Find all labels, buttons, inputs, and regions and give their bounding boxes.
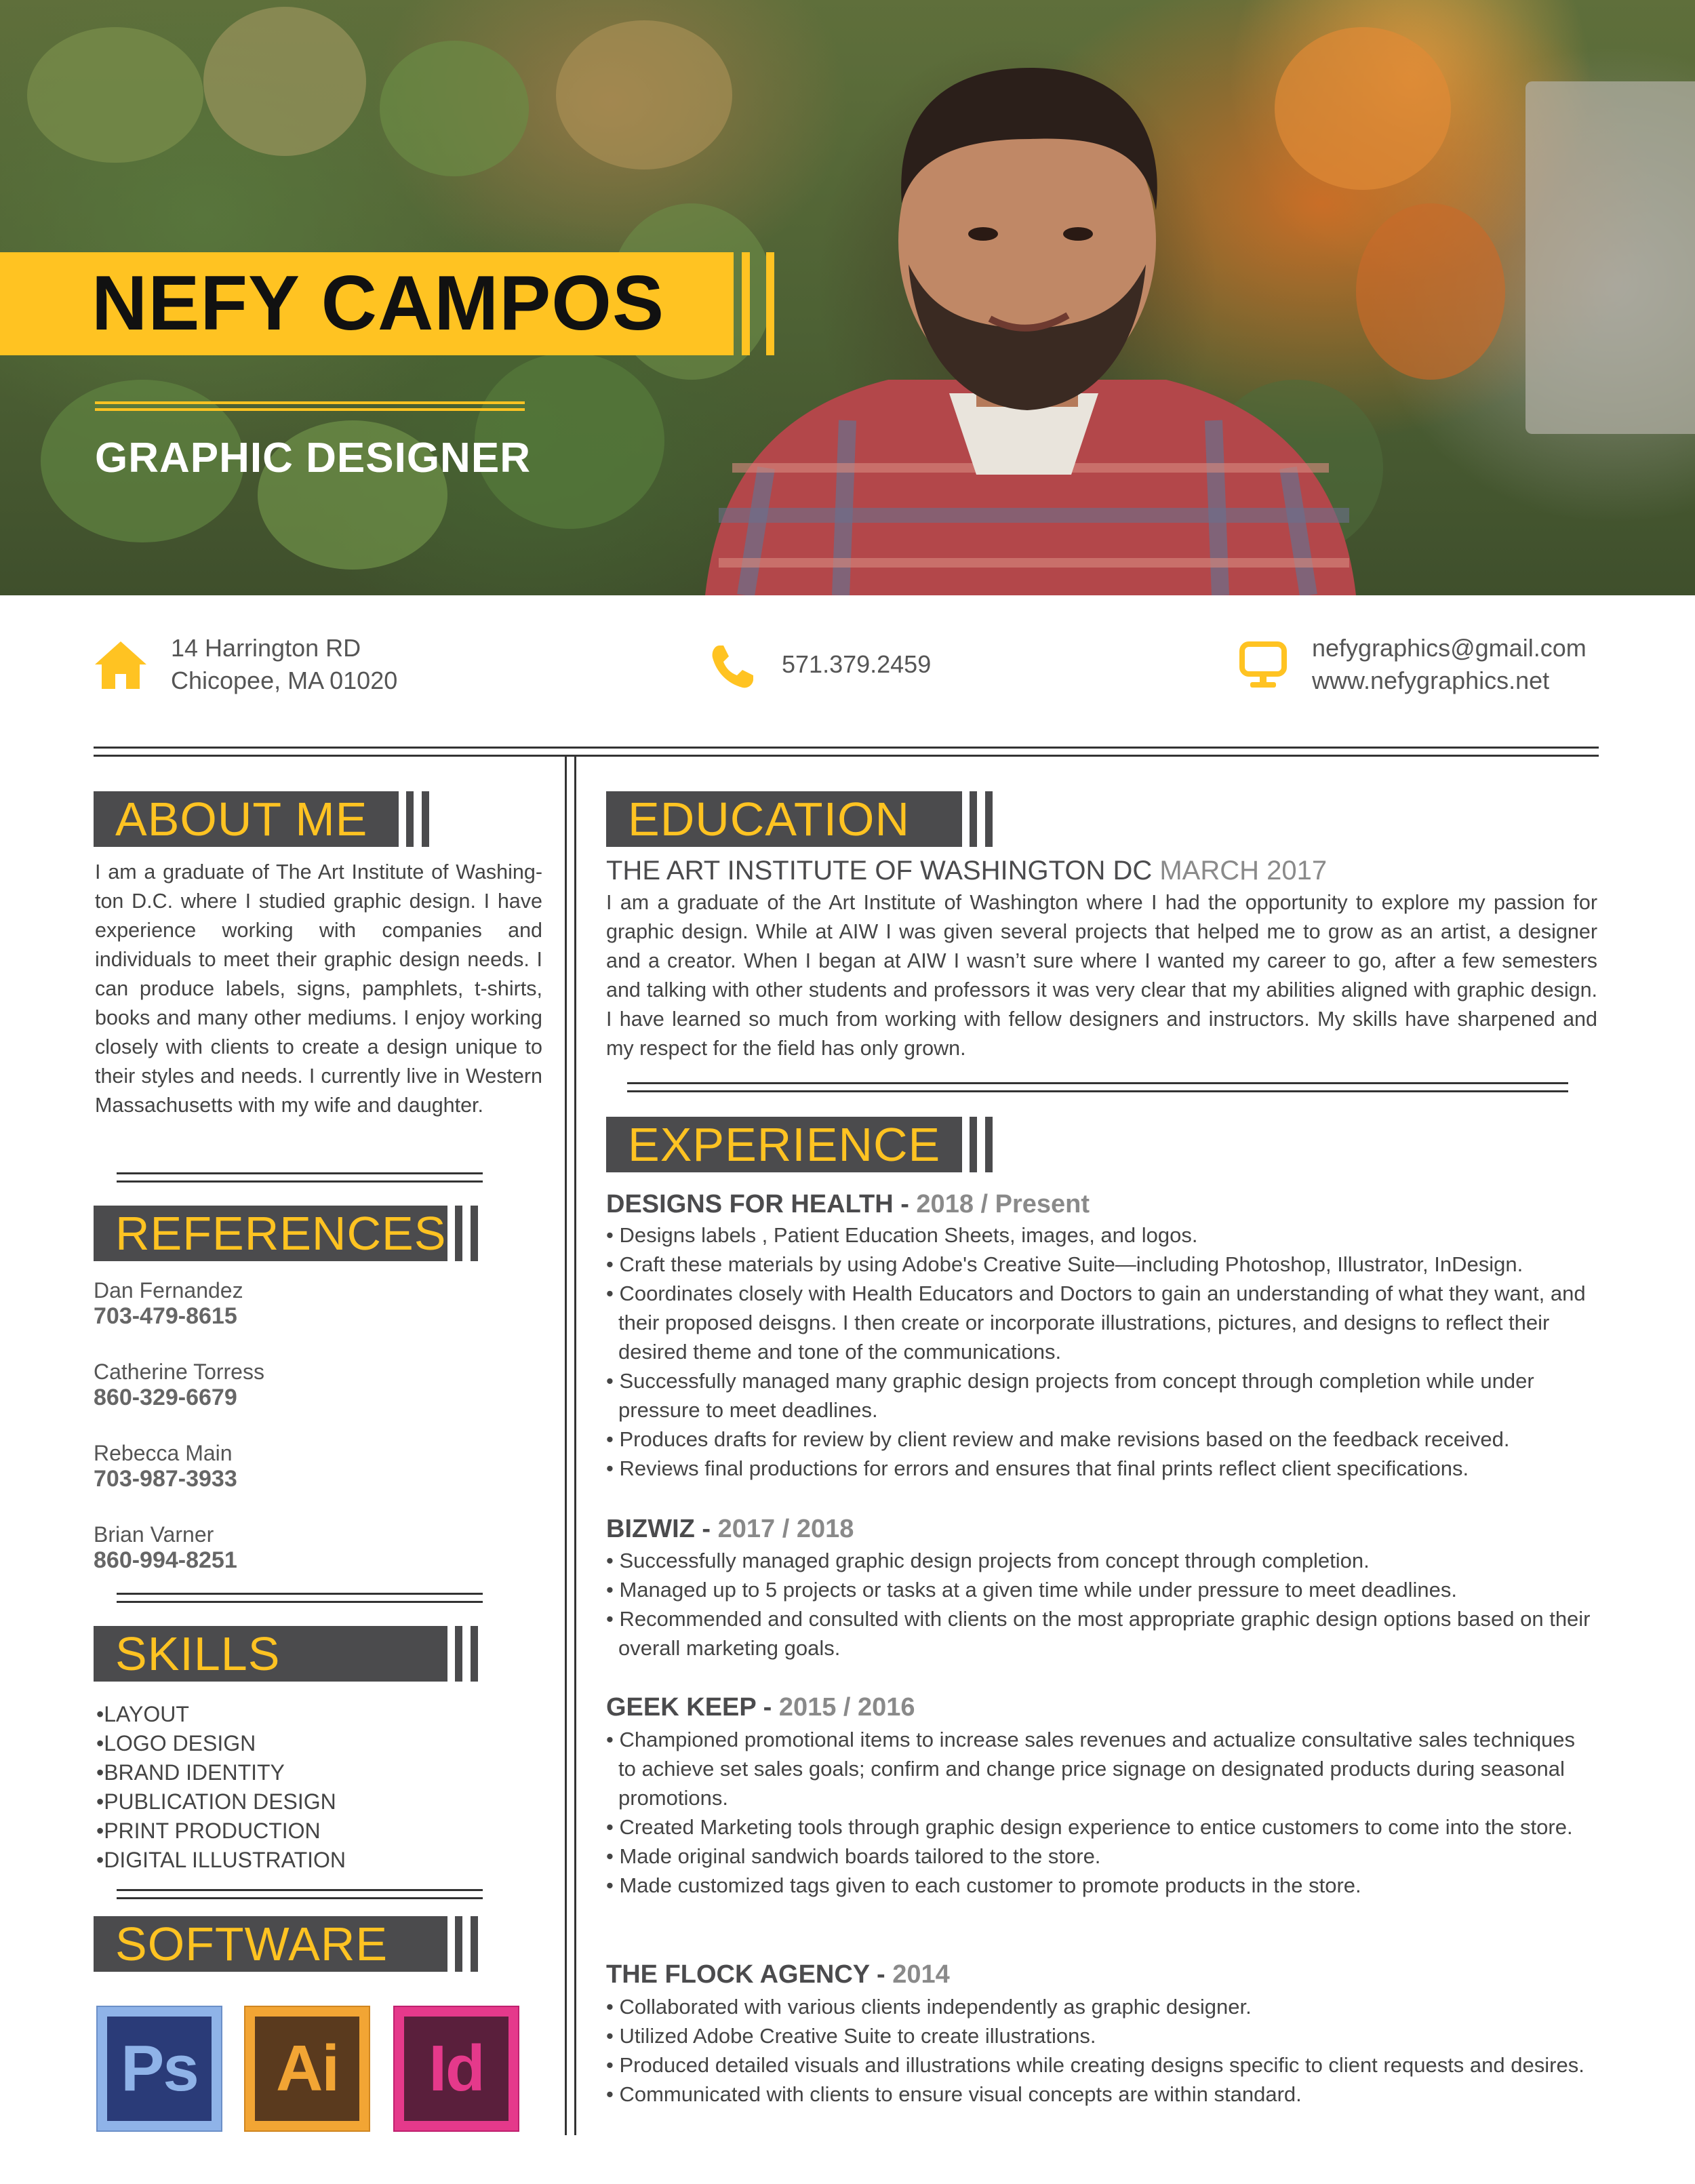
name-banner-stripe xyxy=(766,252,774,355)
job-bullet: • Craft these materials by using Adobe's Creative Suite—including Photoshop, Illustrator, InDesign. xyxy=(606,1252,1523,1276)
job-bullet: • Successfully managed many graphic design projects from concept through completion while under pressure to meet deadlines. xyxy=(606,1369,1534,1422)
job-header xyxy=(606,1515,854,1544)
company-name: THE FLOCK AGENCY - xyxy=(606,1960,893,1989)
job-dates: 2018 / Present xyxy=(916,1190,1090,1218)
reference-phone: 860-329-6679 xyxy=(94,1385,237,1410)
section-divider xyxy=(117,1172,483,1174)
column-divider xyxy=(565,755,567,2135)
name-banner-stripe xyxy=(742,252,750,355)
job-header xyxy=(606,1190,1090,1219)
reference-phone: 703-987-3933 xyxy=(94,1466,237,1492)
section-divider xyxy=(117,1180,483,1183)
job-bullet: • Communicated with clients to ensure visual concepts are within standard. xyxy=(606,2082,1302,2106)
skill-item: •DIGITAL ILLUSTRATION xyxy=(96,1848,346,1872)
job-dates: 2015 / 2016 xyxy=(778,1693,915,1722)
job-title: GRAPHIC DESIGNER xyxy=(95,435,531,481)
candidate-name: NEFY CAMPOS xyxy=(92,260,665,346)
section-divider xyxy=(117,1889,483,1891)
section-divider xyxy=(627,1090,1568,1092)
reference-name: Dan Fernandez xyxy=(94,1278,243,1303)
job-bullet: • Made original sandwich boards tailored to the store. xyxy=(606,1844,1101,1868)
about-heading: ABOUT ME xyxy=(94,791,480,847)
website-url[interactable]: www.nefygraphics.net xyxy=(1312,667,1550,694)
job-dates: 2014 xyxy=(892,1960,950,1989)
phone-number: 571.379.2459 xyxy=(782,650,932,678)
section-divider xyxy=(117,1593,483,1595)
skill-item: •LOGO DESIGN xyxy=(96,1731,256,1755)
job-bullets xyxy=(606,1992,1596,2109)
hero-photo xyxy=(0,0,1695,595)
address-line-2: Chicopee, MA 01020 xyxy=(171,667,398,694)
skill-item: •BRAND IDENTITY xyxy=(96,1760,285,1785)
company-name: DESIGNS FOR HEALTH - xyxy=(606,1190,917,1218)
monitor-icon xyxy=(1239,641,1287,689)
section-divider xyxy=(627,1082,1568,1084)
indesign-icon: Id xyxy=(393,2006,519,2132)
job-bullet: • Recommended and consulted with clients on the most appropriate graphic design options based on their overall marketing goals. xyxy=(606,1607,1591,1660)
job-bullet: • Designs labels , Patient Education Sheets, images, and logos. xyxy=(606,1223,1198,1247)
graduation-date: MARCH 2017 xyxy=(1159,856,1328,886)
job-bullet: • Successfully managed graphic design projects from concept through completion. xyxy=(606,1549,1370,1572)
education-text: I am a graduate of the Art Institute of Washington where I had the opportunity to explore my passion for graphic design. While at AIW I was given several projects that helped me to grow as an artist, a designer and a creator. When I began at AIW I wasn’t sure where I wanted my career to go, after a few semesters and talking with other students and professors it was very clear that my abilities aligned with graphic design. I have learned so much from working with fellow designers and instructors. My skills have sharpened and my respect for the field has only grown. xyxy=(606,891,1597,1060)
job-bullet: • Produces drafts for review by client review and make revisions based on the feedback received. xyxy=(606,1427,1510,1451)
reference-name: Rebecca Main xyxy=(94,1441,233,1465)
title-divider xyxy=(95,401,525,404)
job-bullet: • Managed up to 5 projects or tasks at a given time while under pressure to meet deadlines. xyxy=(606,1578,1457,1602)
reference-phone: 703-479-8615 xyxy=(94,1303,237,1329)
job-bullet: • Coordinates closely with Health Educators and Doctors to gain an understanding of what they want, and their proposed deisgns. I then create or incorporate illustrations, pictures, and designs to reflect their desired theme and tone of the communications. xyxy=(606,1282,1586,1364)
skill-item: •PUBLICATION DESIGN xyxy=(96,1789,336,1814)
company-name: GEEK KEEP - xyxy=(606,1693,779,1722)
job-bullet: • Created Marketing tools through graphic design experience to entice customers to come into the store. xyxy=(606,1815,1573,1839)
job-bullet: • Reviews final productions for errors and ensures that final prints reflect client specifications. xyxy=(606,1456,1469,1480)
education-school xyxy=(606,856,1327,886)
job-header xyxy=(606,1960,950,1989)
photoshop-icon: Ps xyxy=(96,2006,222,2132)
job-bullets xyxy=(606,1220,1596,1483)
education-heading: EDUCATION xyxy=(606,791,993,847)
section-divider xyxy=(94,755,1599,757)
section-divider xyxy=(94,747,1599,749)
illustrator-icon: Ai xyxy=(244,2006,370,2132)
column-divider xyxy=(574,755,576,2135)
experience-heading: EXPERIENCE xyxy=(606,1117,993,1172)
reference-name: Catherine Torress xyxy=(94,1359,264,1384)
references-heading: REFERENCES xyxy=(94,1206,480,1261)
about-text: I am a graduate of The Art Institute of Washing-ton D.C. where I studied graphic design. I have experience working with companies and individuals to meet their graphic design needs. I can produce labels, signs, pamphlets, t-shirts, books and many other mediums. I enjoy working closely with clients to create a design unique to their styles and needs. I currently live in Western Massachusetts with my wife and daughter. xyxy=(95,860,542,1117)
job-bullets xyxy=(606,1725,1596,1900)
phone-icon xyxy=(709,643,756,690)
title-divider xyxy=(95,408,525,411)
reference-phone: 860-994-8251 xyxy=(94,1547,237,1573)
job-bullet: • Utilized Adobe Creative Suite to create illustrations. xyxy=(606,2024,1096,2048)
job-bullet: • Produced detailed visuals and illustrations while creating designs specific to client requests and desires. xyxy=(606,2053,1584,2077)
section-divider xyxy=(117,1897,483,1899)
reference-name: Brian Varner xyxy=(94,1522,214,1547)
job-bullet: • Made customized tags given to each customer to promote products in the store. xyxy=(606,1873,1361,1897)
skill-item: •PRINT PRODUCTION xyxy=(96,1819,321,1843)
skill-item: •LAYOUT xyxy=(96,1702,189,1726)
company-name: BIZWIZ - xyxy=(606,1515,718,1543)
address-line-1: 14 Harrington RD xyxy=(171,634,361,662)
job-bullet: • Championed promotional items to increase sales revenues and actualize consultative sales techniques to achieve set sales goals; confirm and change price signage on designated products during seasonal promotions. xyxy=(606,1728,1576,1810)
home-icon xyxy=(94,640,148,690)
job-bullets xyxy=(606,1546,1596,1663)
section-divider xyxy=(117,1601,483,1603)
skills-heading: SKILLS xyxy=(94,1626,480,1682)
email-address[interactable]: nefygraphics@gmail.com xyxy=(1312,634,1587,662)
software-heading: SOFTWARE xyxy=(94,1916,480,1972)
school-name: THE ART INSTITUTE OF WASHINGTON DC xyxy=(606,856,1153,886)
job-bullet: • Collaborated with various clients independently as graphic designer. xyxy=(606,1995,1252,2019)
job-dates: 2017 / 2018 xyxy=(717,1515,854,1543)
skills-list xyxy=(96,1700,346,1875)
job-header xyxy=(606,1693,915,1722)
